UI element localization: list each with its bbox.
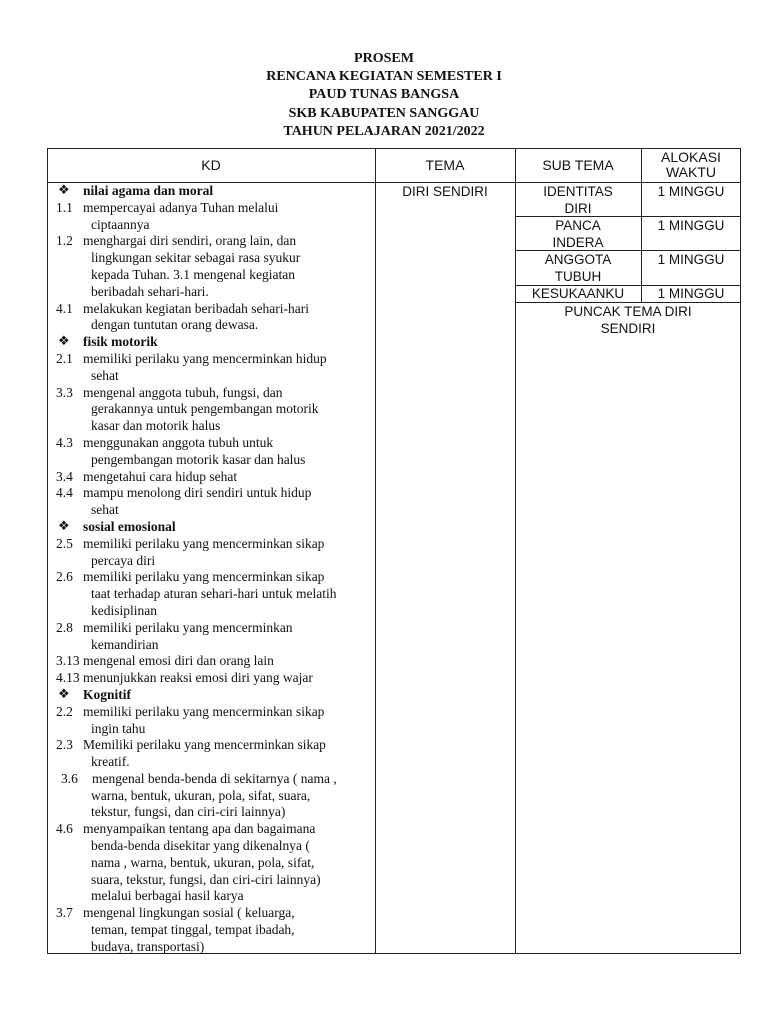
kd-item-text: sehat (91, 367, 119, 383)
subtema-3-line-2: TUBUH (554, 269, 602, 284)
kd-item-line (83, 351, 376, 368)
kd-item-line (83, 704, 376, 721)
kd-item (56, 569, 376, 619)
kd-item-text: sehat (91, 502, 119, 518)
subtema-2-line-1: PANCA (555, 218, 601, 233)
kd-section-heading (56, 519, 376, 536)
kd-item-line (83, 569, 376, 586)
waktu-3: 1 MINGGU (657, 252, 725, 267)
header-line-2: RENCANA KEGIATAN SEMESTER I (266, 69, 502, 85)
diamond-bullet-icon: ❖ (58, 686, 70, 702)
kd-item-number: 3.13 (56, 653, 80, 669)
kd-item-text: ciptaannya (91, 216, 150, 232)
kd-item-number: 2.1 (56, 350, 73, 366)
kd-item-text: menggunakan anggota tubuh untuk (83, 434, 274, 450)
kd-item-number: 3.4 (56, 468, 73, 484)
subtema-4-line-1: KESUKAANKU (531, 286, 625, 301)
kd-item-line (83, 939, 376, 956)
kd-section-title: nilai agama dan moral (83, 183, 214, 198)
kd-item (56, 620, 376, 654)
kd-item-text: kemandirian (91, 636, 159, 652)
kd-item-line (83, 536, 376, 553)
kd-item-text: memiliki perilaku yang mencerminkan (83, 619, 293, 635)
kd-item-line (83, 385, 376, 402)
kd-item (56, 385, 376, 435)
waktu-2: 1 MINGGU (657, 218, 725, 233)
kd-item-text: tekstur, fungsi, dan ciri-ciri lainnya) (91, 804, 286, 820)
kd-item-number: 3.3 (56, 384, 73, 400)
kd-item-text: dengan tuntutan orang dewasa. (91, 317, 259, 333)
kd-item-line (83, 485, 376, 502)
waktu-4: 1 MINGGU (657, 286, 725, 301)
kd-item-text: kedisiplinan (91, 602, 157, 618)
kd-item-line (83, 502, 376, 519)
header-alokasi-line-2: WAKTU (665, 164, 717, 180)
kd-item-line (83, 401, 376, 418)
kd-item-line (83, 435, 376, 452)
kd-item-number: 4.1 (56, 300, 73, 316)
diamond-bullet-icon: ❖ (58, 518, 70, 534)
header-alokasi-waktu (641, 148, 741, 182)
header-line-4: SKB KABUPATEN SANGGAU (288, 105, 480, 121)
kd-item-text: mengenal lingkungan sosial ( keluarga, (83, 905, 295, 921)
kd-item-number: 1.2 (56, 233, 73, 249)
kd-item-text: mengenal anggota tubuh, fungsi, dan (83, 384, 283, 400)
kd-item-number: 4.13 (56, 670, 80, 686)
kd-item (56, 301, 376, 335)
kd-item-line (83, 888, 376, 905)
kd-section-title: fisik motorik (83, 334, 158, 350)
puncak-line-1: PUNCAK TEMA DIRI (564, 304, 692, 319)
subtema-kesukaanku (515, 285, 641, 302)
kd-item-line (83, 586, 376, 603)
kd-item-line (83, 284, 376, 301)
kd-item-text: mengenal benda-benda di sekitarnya ( nama , (92, 770, 337, 786)
kd-item-text: kasar dan motorik halus (91, 418, 221, 434)
kd-section-title: Kognitif (83, 686, 132, 702)
kd-section-title: sosial emosional (83, 518, 176, 534)
kd-item-text: beribadah sehari-hari. (91, 283, 209, 299)
kd-item-line (83, 603, 376, 620)
kd-item-text: memiliki perilaku yang mencerminkan sikap (83, 703, 325, 719)
kd-item-number: 2.6 (56, 569, 73, 585)
kd-item-number: 2.5 (56, 535, 73, 551)
kd-item-text: Memiliki perilaku yang mencerminkan sikap (83, 737, 326, 753)
puncak-line-2: SENDIRI (600, 321, 656, 336)
kd-item-line (83, 233, 376, 250)
subtema-identitas-diri (515, 183, 641, 217)
kd-item-number: 3.7 (56, 905, 73, 921)
kd-item-line (83, 922, 376, 939)
kd-item-text: benda-benda disekitar yang dikenalnya ( (91, 838, 310, 854)
subtema-panca-indera (515, 217, 641, 251)
kd-item-text: mengetahui cara hidup sehat (83, 468, 238, 484)
puncak-tema (515, 303, 741, 337)
kd-item-text: mampu menolong diri sendiri untuk hidup (83, 485, 312, 501)
kd-item (56, 704, 376, 738)
kd-item (56, 536, 376, 570)
kd-item-text: melalui berbagai hasil karya (91, 888, 244, 904)
kd-item-line (83, 620, 376, 637)
kd-item-line (83, 250, 376, 267)
header-line-1: PROSEM (354, 51, 414, 66)
kd-item (56, 653, 376, 670)
header-line-3: PAUD TUNAS BANGSA (308, 87, 460, 103)
kd-item-text: ingin tahu (91, 720, 146, 736)
kd-item (56, 233, 376, 300)
kd-item-line (83, 469, 376, 486)
subtema-1-line-2: DIRI (564, 201, 592, 216)
kd-item-text: nama , warna, bentuk, ukuran, pola, sifat, (91, 854, 315, 870)
kd-item (56, 485, 376, 519)
kd-item-text: gerakannya untuk pengembangan motorik (91, 401, 319, 417)
tema-cell: DIRI SENDIRI (402, 184, 488, 199)
kd-item-text: mempercayai adanya Tuhan melalui (83, 199, 279, 215)
kd-item-text: pengembangan motorik kasar dan halus (91, 451, 306, 467)
kd-item-number: 4.6 (56, 821, 73, 837)
kd-item (56, 821, 376, 905)
kd-item-text: taat terhadap aturan sehari-hari untuk melatih (91, 586, 337, 602)
kd-item (56, 469, 376, 486)
kd-item-text: suara, tekstur, fungsi, dan ciri-ciri lainnya) (91, 871, 321, 887)
kd-item-number: 2.2 (56, 703, 73, 719)
kd-item (56, 771, 376, 821)
kd-item-line (83, 737, 376, 754)
kd-item-line (83, 637, 376, 654)
kd-item-text: memiliki perilaku yang mencerminkan sikap (83, 535, 325, 551)
kd-item-line (83, 804, 376, 821)
subtema-1-line-1: IDENTITAS (543, 184, 613, 199)
kd-item (56, 435, 376, 469)
kd-item-line (83, 301, 376, 318)
subtema-anggota-tubuh (515, 251, 641, 285)
kd-item-line (83, 821, 376, 838)
subtema-2-line-2: INDERA (552, 235, 604, 250)
diamond-bullet-icon: ❖ (58, 334, 70, 350)
kd-item-text: percaya diri (91, 552, 156, 568)
kd-item-line (83, 771, 376, 788)
kd-item-number: 4.3 (56, 434, 73, 450)
kd-item-text: melakukan kegiatan beribadah sehari-hari (83, 300, 310, 316)
kd-section-heading (56, 334, 376, 351)
subtema-3-line-1: ANGGOTA (544, 252, 612, 267)
kd-item-text: warna, bentuk, ukuran, pola, sifat, suara, (91, 787, 311, 803)
kd-item-text: memiliki perilaku yang mencerminkan sikap (83, 569, 325, 585)
kd-item (56, 670, 376, 687)
kd-item-line (83, 267, 376, 284)
kd-item-line (83, 872, 376, 889)
kd-item-number: 2.3 (56, 737, 73, 753)
kd-item-line (83, 670, 376, 687)
kd-item-number: 3.6 (61, 770, 78, 786)
kd-item-line (83, 217, 376, 234)
kd-item-line (83, 754, 376, 771)
kd-item-text: menghargai diri sendiri, orang lain, dan (83, 233, 297, 249)
kd-item-text: kreatif. (91, 754, 130, 770)
kd-item (56, 351, 376, 385)
kd-column (56, 183, 376, 956)
kd-item-number: 2.8 (56, 619, 73, 635)
header-kd: KD (201, 156, 221, 173)
kd-item-line (83, 855, 376, 872)
document-header (0, 50, 768, 141)
kd-item-text: lingkungan sekitar sebagai rasa syukur (91, 250, 301, 266)
kd-item-line (83, 721, 376, 738)
kd-item-line (83, 788, 376, 805)
kd-item-text: mengenal emosi diri dan orang lain (83, 653, 274, 669)
kd-item-text: kepada Tuhan. 3.1 mengenal kegiatan (91, 266, 295, 282)
header-subtema: SUB TEMA (542, 156, 614, 173)
kd-item-line (83, 418, 376, 435)
kd-section-heading (56, 183, 376, 200)
kd-item-text: menyampaikan tentang apa dan bagaimana (83, 821, 316, 837)
kd-item-line (83, 838, 376, 855)
kd-item-line (83, 368, 376, 385)
kd-item-line (83, 200, 376, 217)
header-alokasi-line-1: ALOKASI (661, 149, 721, 165)
kd-section-heading (56, 687, 376, 704)
kd-item-number: 1.1 (56, 199, 73, 215)
kd-item-text: budaya, transportasi) (91, 938, 205, 954)
kd-item-line (83, 317, 376, 334)
kd-item-line (83, 452, 376, 469)
kd-item-text: menunjukkan reaksi emosi diri yang wajar (83, 670, 313, 686)
kd-item-line (83, 905, 376, 922)
header-tema: TEMA (425, 156, 465, 173)
kd-item-number: 4.4 (56, 485, 73, 501)
kd-item (56, 200, 376, 234)
kd-item-text: memiliki perilaku yang mencerminkan hidup (83, 350, 327, 366)
header-line-5: TAHUN PELAJARAN 2021/2022 (283, 123, 485, 139)
kd-item-line (83, 653, 376, 670)
kd-item (56, 905, 376, 955)
kd-item (56, 737, 376, 771)
kd-item-text: teman, tempat tinggal, tempat ibadah, (91, 922, 295, 938)
waktu-1: 1 MINGGU (657, 184, 725, 199)
diamond-bullet-icon: ❖ (58, 183, 70, 198)
kd-item-line (83, 553, 376, 570)
